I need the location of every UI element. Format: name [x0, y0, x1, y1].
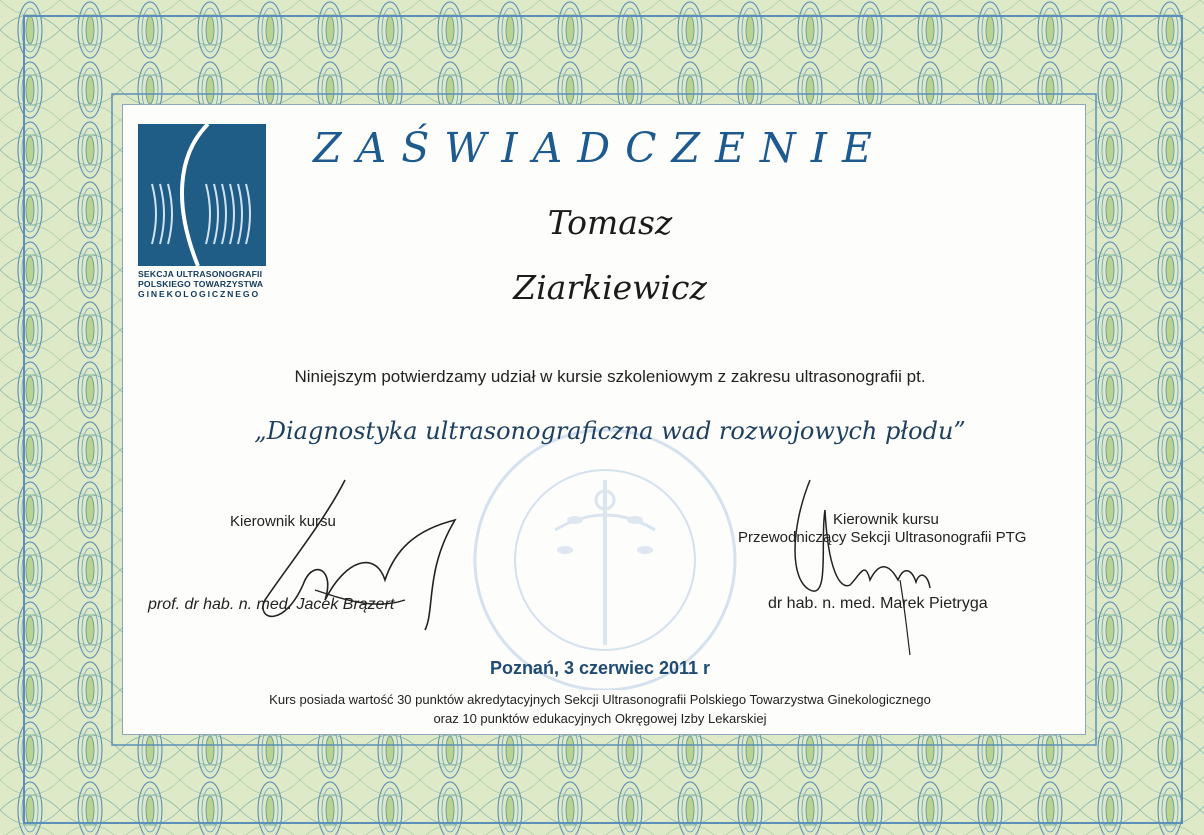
ultrasound-wave-icon — [138, 124, 266, 266]
signatory-left-name: prof. dr hab. n. med. Jacek Brązert — [148, 596, 395, 613]
accreditation-note-line2: oraz 10 punktów edukacyjnych Okręgowej Izby Lekarskiej — [433, 711, 767, 726]
signatory-right-role-title: Przewodniczący Sekcji Ultrasonografii PTG — [738, 529, 1027, 546]
course-title: „Diagnostyka ultrasonograficzna wad rozwojowych płodu” — [254, 417, 966, 445]
accreditation-note-line1: Kurs posiada wartość 30 punktów akredytacyjnych Sekcji Ultrasonografii Polskiego Towarzystwa Ginekologicznego — [269, 692, 931, 707]
certificate-title: ZAŚWIADCZENIE — [313, 124, 887, 172]
right-signature — [780, 470, 980, 660]
place-and-date: Poznań, 3 czerwiec 2011 r — [489, 658, 711, 678]
logo-caption — [138, 269, 266, 299]
logo-line1: SEKCJA ULTRASONOGRAFII — [138, 269, 263, 279]
intro-text: Niniejszym potwierdzamy udział w kursie szkoleniowym z zakresu ultrasonografii pt. — [294, 367, 926, 386]
ptg-logo — [138, 124, 266, 314]
left-signature — [225, 470, 495, 640]
logo-line2: POLSKIEGO TOWARZYSTWA — [138, 279, 264, 289]
signatory-right-name: dr hab. n. med. Marek Pietryga — [768, 595, 988, 612]
signatory-left-role: Kierownik kursu — [230, 513, 336, 530]
signatory-right-role: Kierownik kursu — [833, 511, 939, 528]
recipient-last-name: Ziarkiewicz — [513, 268, 707, 307]
recipient-first-name: Tomasz — [547, 203, 673, 242]
logo-line3: GINEKOLOGICZNEGO — [138, 289, 261, 299]
seal-watermark — [455, 410, 755, 690]
